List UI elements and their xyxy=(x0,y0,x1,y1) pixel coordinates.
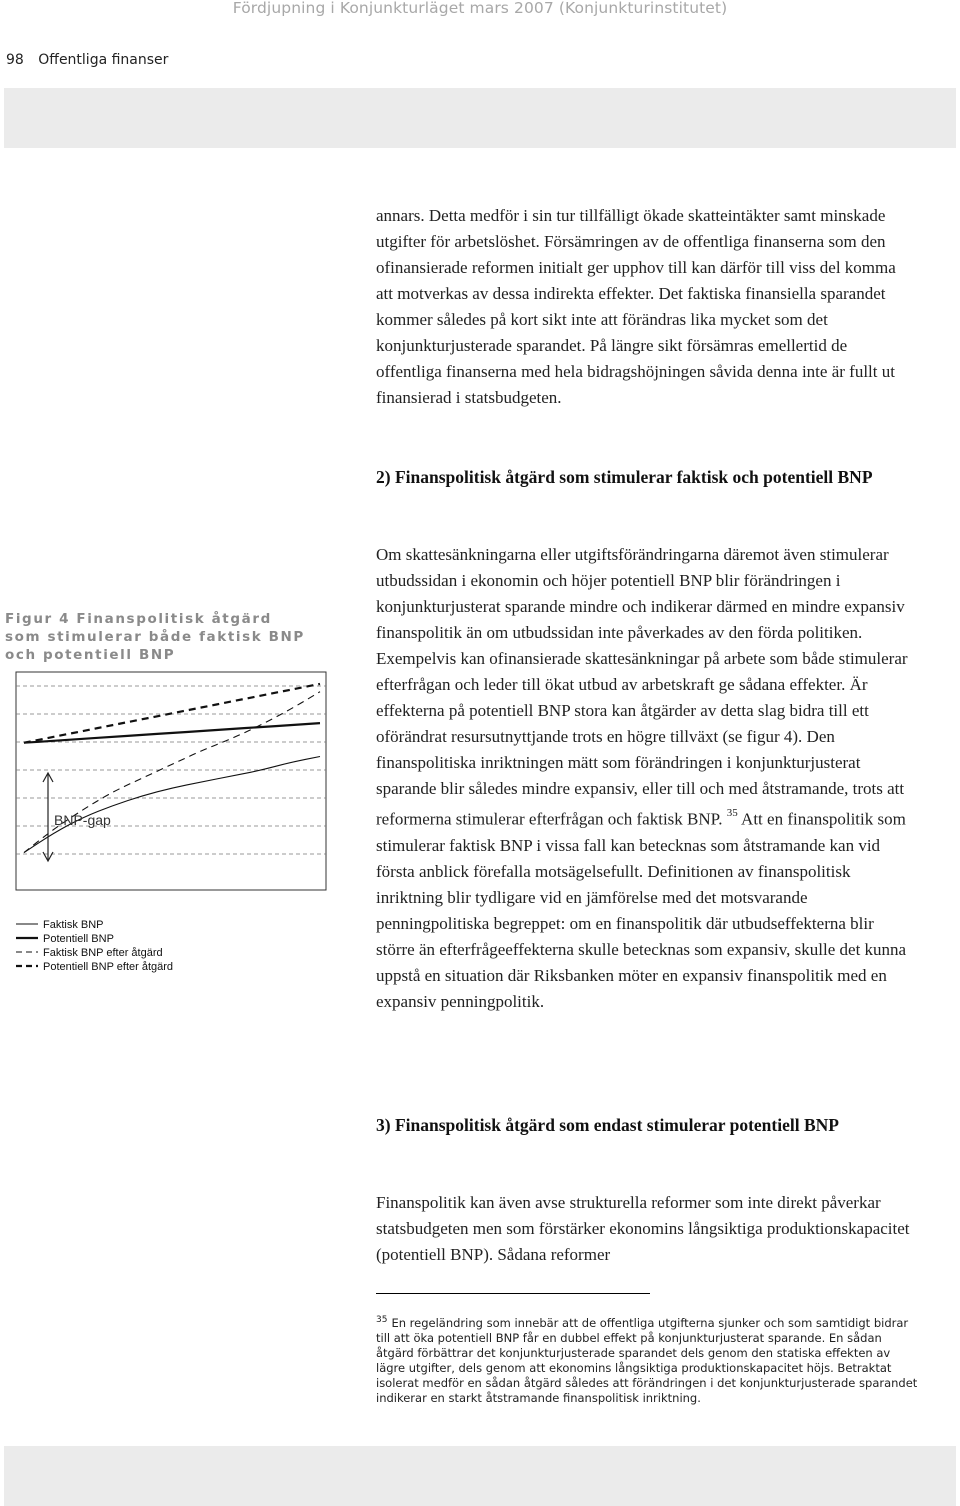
legend-label-faktisk-efter: Faktisk BNP efter åtgärd xyxy=(43,947,163,959)
footnote-number: 35 xyxy=(376,1315,388,1325)
figure-caption: Figur 4 Finanspolitisk åtgärd som stimulerar både faktisk BNP och potentiell BNP xyxy=(5,611,305,663)
section2-paragraph xyxy=(376,542,916,1015)
footnote-divider xyxy=(376,1293,650,1294)
running-head xyxy=(6,52,168,68)
figure-chart xyxy=(10,670,350,980)
series-potentiell-bnp xyxy=(24,723,320,743)
legend-label-potentiell-efter: Potentiell BNP efter åtgärd xyxy=(43,961,174,973)
intro-paragraph: annars. Detta medför i sin tur tillfälligt ökade skatteintäkter samt minskade utgifter för arbetslöshet. Försämringen av de offentliga finanserna som den ofinansierade reformen initialt ger upphov till kan därför till viss del komma att motverkas av dessa indirekta effekter. Det faktiska finansiella sparandet kommer således på kort sikt inte att förändras lika mycket som det konjunkturjusterade sparandet. På längre sikt försämras emellertid de offentliga finanserna med hela bidragshöjningen såvida denna inte är fullt ut finansierad i statsbudgeten. xyxy=(376,206,896,407)
section3-paragraph: Finanspolitik kan även avse strukturella reformer som inte direkt påverkar statsbudgeten men som förstärker ekonomins långsiktiga produktionskapacitet (potentiell BNP). Sådana reformer xyxy=(376,1193,910,1264)
plot-frame xyxy=(16,672,326,890)
footnote xyxy=(376,1316,921,1406)
footnote-ref[interactable]: 35 xyxy=(726,807,738,819)
page-number: 98 xyxy=(6,52,24,68)
section-title: Offentliga finanser xyxy=(38,52,169,68)
section3-heading: 3) Finanspolitisk åtgärd som endast stimulerar potentiell BNP xyxy=(376,1115,839,1135)
gap-annotation xyxy=(43,773,111,861)
page-header xyxy=(0,0,960,148)
site-title: Fördjupning i Konjunkturläget mars 2007 (Konjunkturinstitutet) xyxy=(232,0,728,17)
legend-label-potentiell: Potentiell BNP xyxy=(43,933,114,945)
footnote-text: En regeländring som innebär att de offentliga utgifterna sjunker och som samtidigt bidrar till att öka potentiell BNP får en dubbel effekt på konjunkturjusterat sparande. En sådan åtgärd förbättrar det konjunkturjusterade sparandet dels genom den statiska effekten av lägre utgifter, dels genom att ekonomins långsiktiga produktionskapacitet höjs. Betraktat isolerat medför en sådan åtgärd således att förändringen i det konjunkturjusterade sparandet indikerar en starkt åtstramande finanspolitisk inriktning. xyxy=(376,1316,918,1405)
section2-heading: 2) Finanspolitisk åtgärd som stimulerar faktisk och potentiell BNP xyxy=(376,467,873,487)
series-faktisk-bnp xyxy=(24,757,320,853)
footer-gray-bar xyxy=(4,1446,956,1506)
section2-paragraph-b: Att en finanspolitik som stimulerar faktisk BNP i vissa fall kan betecknas som åtstramande kan vid första anblick förefalla motsägelsefullt. Definitionen av finanspolitisk inriktning blir tydligare vid en jämförelse med det motsvarande penningpolitiska begreppet: om en finanspolitik där utbudseffekterna blir större än efterfrågeeffekterna skulle betecknas som expansiv, skulle det kunna uppstå en situation där Riksbanken möter en expansiv finanspolitik med en expansiv penningpolitik. xyxy=(376,809,907,1011)
legend-label-faktisk: Faktisk BNP xyxy=(43,919,104,931)
header-gray-bar xyxy=(4,88,956,148)
legend xyxy=(16,919,173,973)
section2-paragraph-a: Om skattesänkningarna eller utgiftsförändringarna däremot även stimulerar utbudssidan i ekonomin och höjer potentiell BNP blir förändringen i konjunkturjusterat sparande mindre och indikerar därmed en mindre expansiv finanspolitik än om utbudssidan inte påverkades av den förda politiken. Exempelvis kan ofinansierade skattesänkningar på arbete som både stimulerar efterfrågan och leder till ökat utbud av arbetskraft ge sådana effekter. Är effekterna på potentiell BNP stora kan åtgärder av detta slag bidra till ett oförändrat resursutnyttjande trots en högre tillväxt (se figur 4). Den finanspolitiska inriktningen mätt som förändringen i konjunkturjusterat sparande blir således mindre expansiv, eller till och med åtstramande, trots att reformerna stimulerar efterfrågan och faktisk BNP. xyxy=(376,545,908,829)
gap-label: BNP-gap xyxy=(54,812,111,828)
series-faktisk-bnp-efter xyxy=(24,692,320,853)
